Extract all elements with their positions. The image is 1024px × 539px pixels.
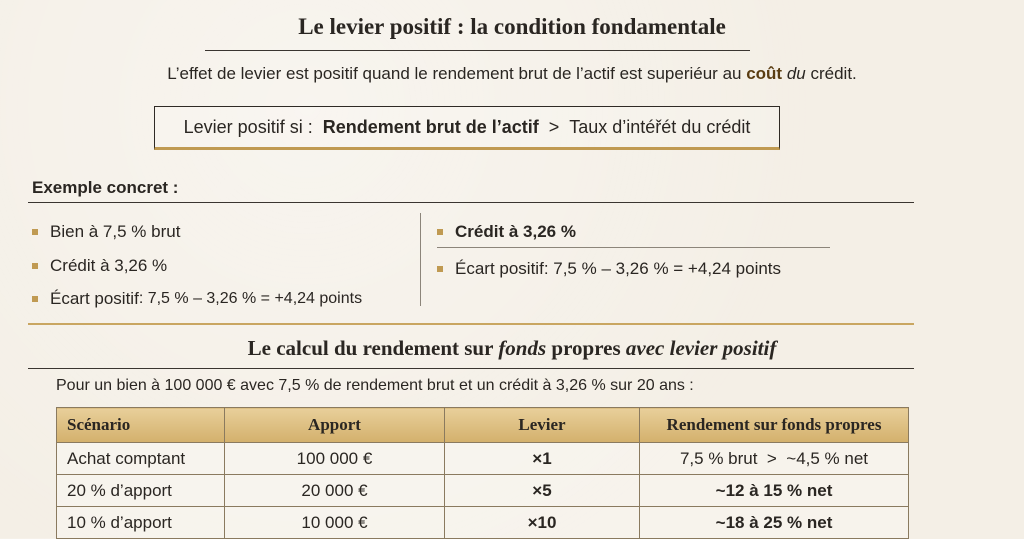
formula-left: Rendement brut de l’actif	[322, 116, 539, 137]
item-text: Crédit à 3,26 %	[50, 256, 168, 275]
calc-title-italic-2: avec levier positif	[625, 336, 777, 360]
cell-scenario: 10 % d’apport	[57, 507, 225, 539]
cell-scenario: 20 % d’apport	[57, 475, 225, 507]
column-divider	[420, 213, 421, 306]
intro-after: crédit.	[805, 64, 857, 83]
example-title: Exemple concret :	[32, 178, 179, 197]
item-detail: : 7,5 % – 3,26 % = +4,24 points	[543, 259, 782, 278]
item-label: Écart positif	[50, 289, 139, 308]
formula-operator: >	[548, 116, 560, 137]
title-underline	[205, 50, 750, 51]
header-levier: Levier	[445, 408, 640, 443]
table-header-row	[57, 408, 909, 443]
header-scenario: Scénario	[57, 408, 225, 443]
cell-levier: ×5	[445, 475, 640, 507]
bullet-icon	[437, 266, 443, 272]
cell-apport: 100 000 €	[225, 443, 445, 475]
header-apport: Apport	[225, 408, 445, 443]
header-rendement: Rendement sur fonds propres	[640, 408, 909, 443]
table-row	[57, 507, 909, 539]
item-label: Écart positif	[455, 259, 544, 278]
cell-levier: ×1	[445, 443, 640, 475]
cell-levier: ×10	[445, 507, 640, 539]
example-right-item-2	[437, 259, 781, 279]
calc-title-start: Le calcul du rendement sur	[247, 336, 499, 360]
formula-label: Levier positif si :	[183, 116, 313, 137]
table-row	[57, 475, 909, 507]
bullet-icon	[32, 229, 38, 235]
cell-rendement: ~12 à 15 % net	[640, 475, 909, 507]
item-text: Bien à 7,5 % brut	[50, 222, 181, 241]
example-right-item-1	[437, 222, 576, 242]
calc-title-mid: propres	[546, 336, 626, 360]
calc-title-rule	[28, 368, 914, 369]
item-text: Crédit à 3,26 %	[455, 222, 576, 241]
formula-box	[154, 106, 780, 150]
cell-apport: 10 000 €	[225, 507, 445, 539]
section-divider	[28, 323, 914, 325]
intro-italic: du	[786, 64, 806, 83]
intro-before: L’effet de levier est positif quand le rendement brut de l’actif est superiéur au	[167, 64, 747, 83]
scenario-table	[56, 407, 909, 539]
bullet-icon	[32, 263, 38, 269]
intro-text	[0, 64, 1024, 84]
bullet-icon	[437, 229, 443, 235]
item-detail: : 7,5 % – 3,26 % = +4,24 points	[138, 290, 363, 307]
bullet-icon	[32, 296, 38, 302]
formula-right: Taux d’intéřét du crédit	[569, 116, 751, 137]
example-rule	[28, 202, 914, 203]
example-left-item-3	[32, 289, 362, 309]
cell-scenario: Achat comptant	[57, 443, 225, 475]
intro-highlight: coût	[746, 64, 783, 83]
right-item-rule	[437, 247, 830, 248]
cell-rendement: 7,5 % brut > ~4,5 % net	[640, 443, 909, 475]
example-left-item-1	[32, 222, 180, 242]
cell-rendement: ~18 à 25 % net	[640, 507, 909, 539]
page-title: Le levier positif : la condition fondamentale	[298, 14, 726, 39]
calc-title	[0, 336, 1024, 361]
cell-apport: 20 000 €	[225, 475, 445, 507]
table-row	[57, 443, 909, 475]
example-left-item-2	[32, 256, 167, 276]
calc-title-italic-1: fonds	[498, 336, 547, 360]
calc-intro: Pour un bien à 100 000 € avec 7,5 % de rendement brut et un crédit à 3,26 % sur 20 ans :	[56, 377, 694, 394]
